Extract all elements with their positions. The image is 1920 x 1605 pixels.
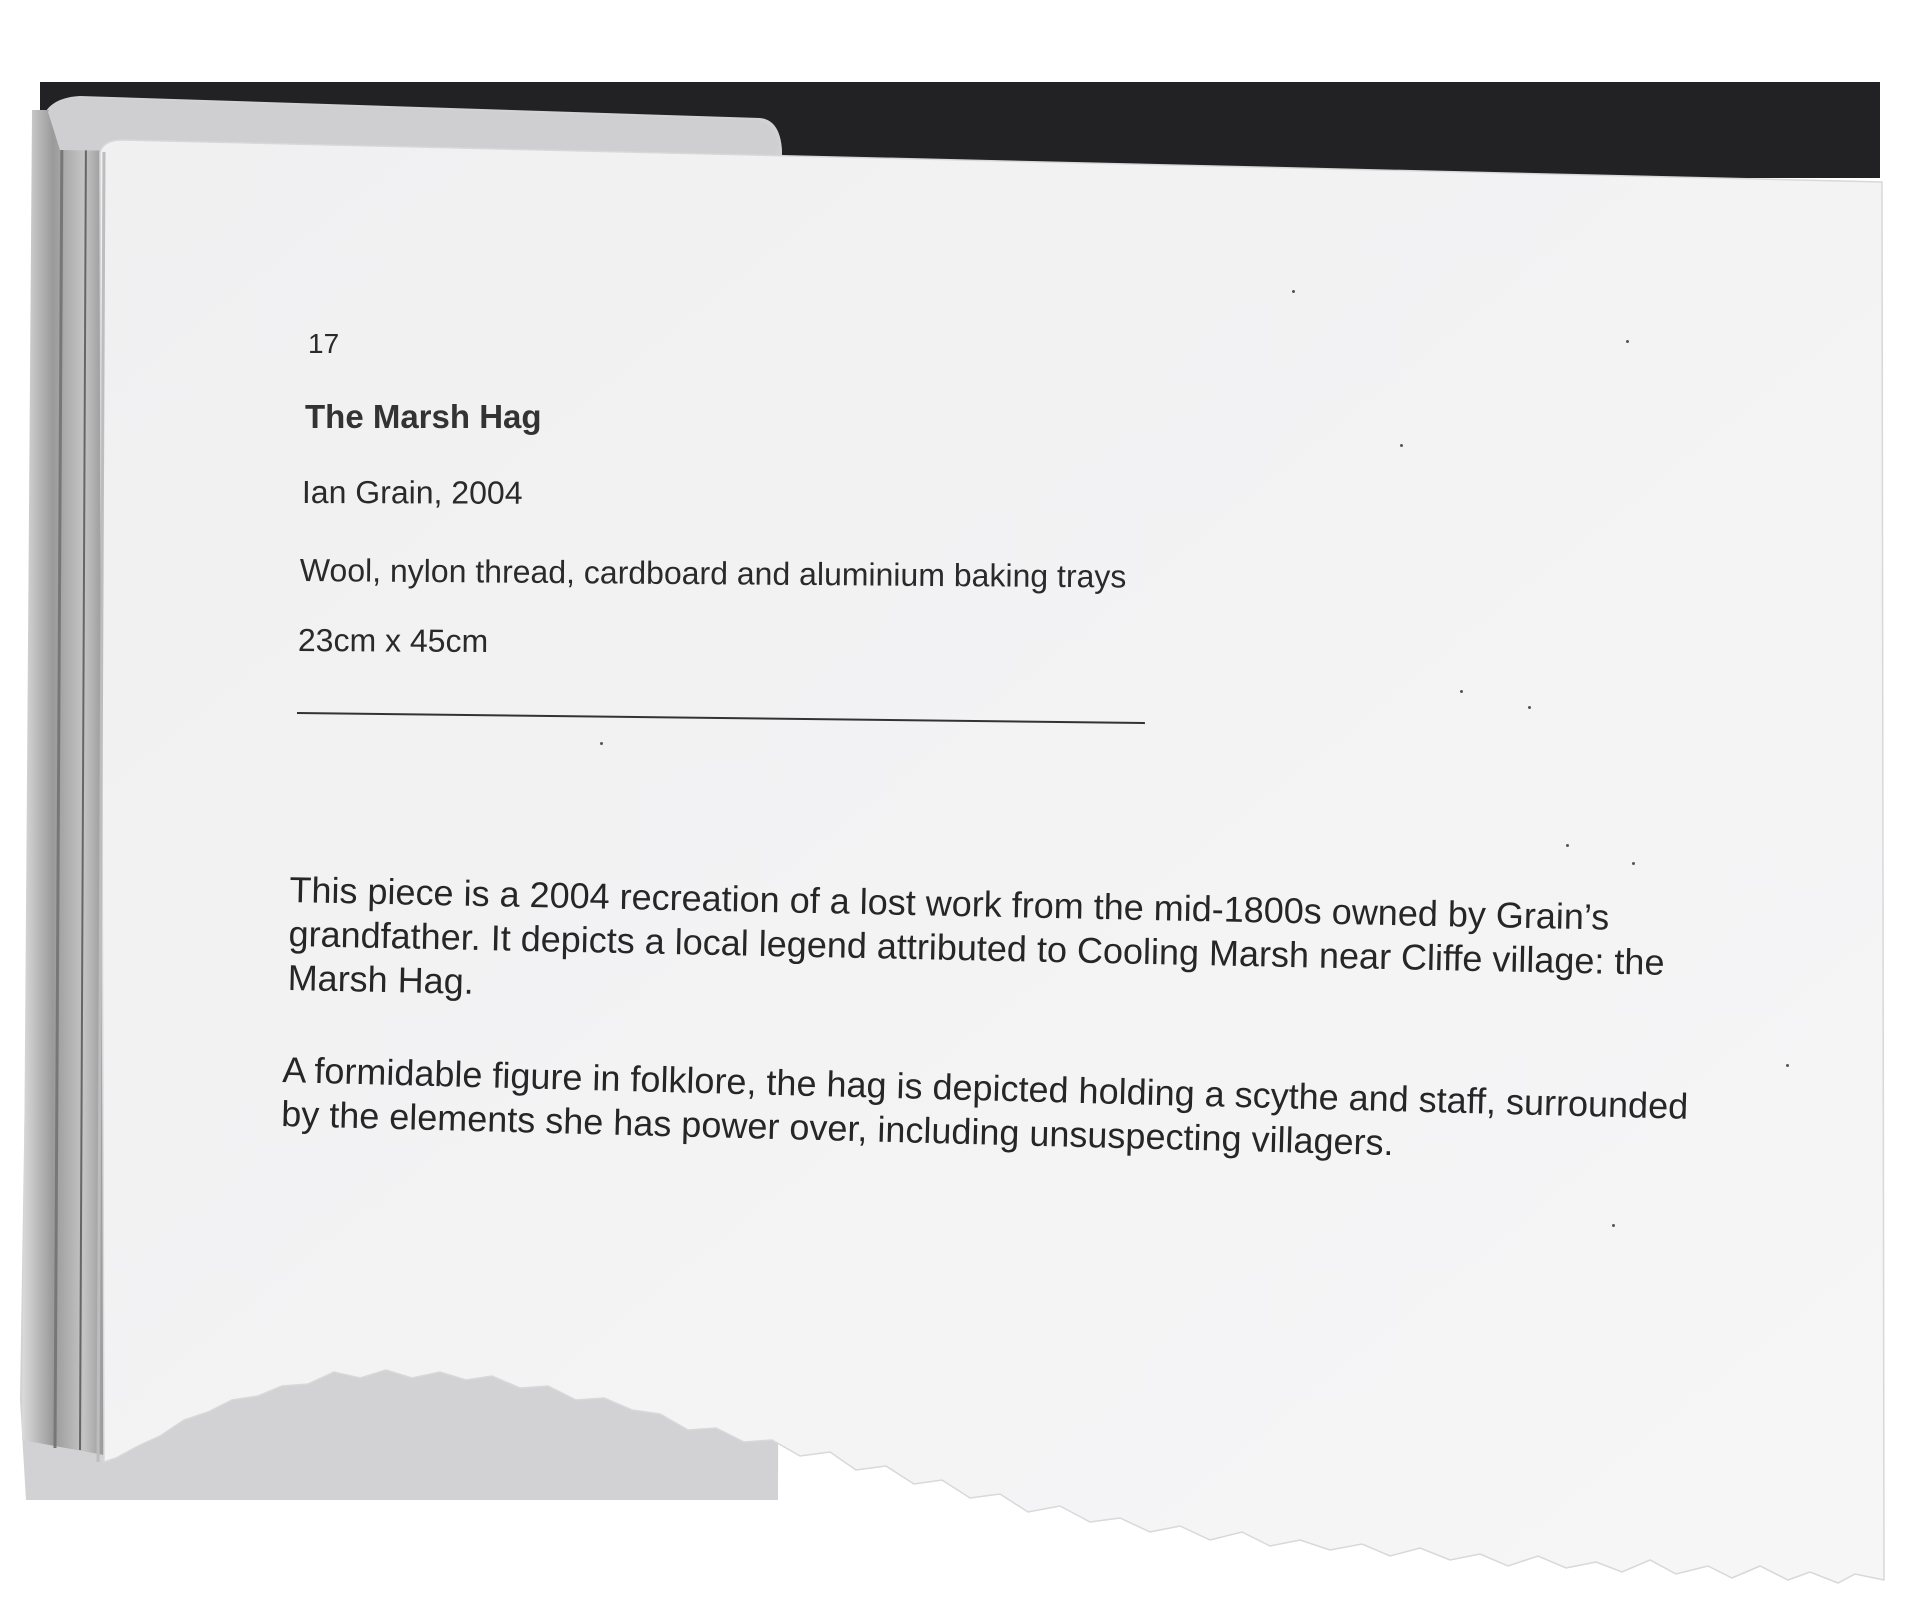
dust-speck [1460,690,1463,693]
description-paragraph: This piece is a 2004 recreation of a lost work from the mid-1800s owned by Grain’s grandfather. It depicts a local legend attributed to Cooling Marsh near Cliffe village: the Marsh Hag. [287,868,1665,1002]
dust-speck [1786,1064,1789,1067]
section-divider [297,712,1145,724]
artwork-dimensions: 23cm x 45cm [297,622,489,659]
dust-speck [1566,844,1569,847]
dust-speck [1400,444,1403,447]
dust-speck [600,742,603,745]
dust-speck [1528,706,1531,709]
artwork-materials: Wool, nylon thread, cardboard and aluminium baking trays [299,552,1127,595]
artwork-title: The Marsh Hag [305,398,542,435]
dust-speck [1612,1224,1615,1227]
artist-and-year: Ian Grain, 2004 [301,474,523,511]
dust-speck [1292,290,1295,293]
dust-speck [1632,862,1635,865]
catalogue-number: 17 [308,328,340,359]
description-paragraph: A formidable figure in folklore, the hag is depicted holding a scythe and staff, surrounded by the elements she has power over, including unsuspecting villagers. [280,1048,1689,1164]
dust-speck [1626,340,1629,343]
